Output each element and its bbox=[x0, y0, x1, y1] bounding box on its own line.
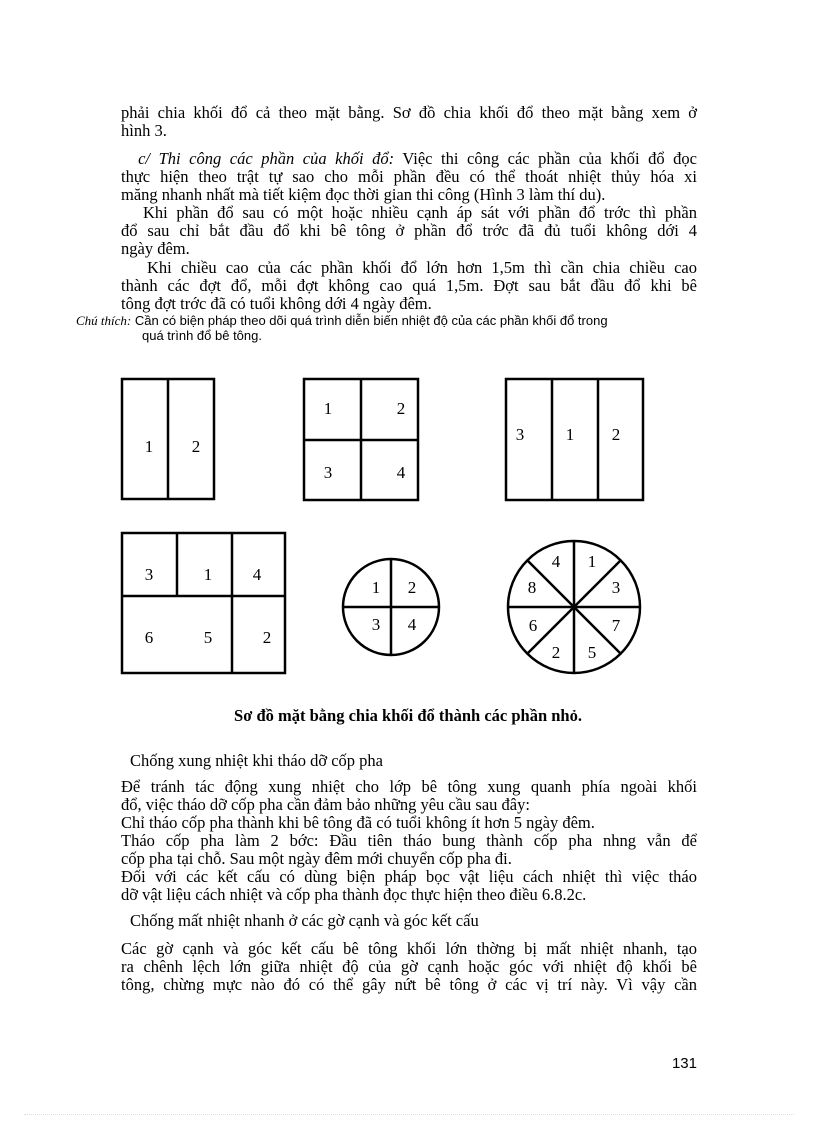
figure-caption: Sơ đồ mặt bằng chia khối đổ thành các phần nhỏ. bbox=[234, 706, 582, 725]
text-line: Tháo cốp pha làm 2 bớc: Đầu tiên tháo bung thành cốp pha nhng vẫn để bbox=[121, 831, 697, 850]
diagram-label: 4 bbox=[551, 552, 561, 571]
text-line: phải chia khối đổ cả theo mặt bằng. Sơ đồ chia khối đổ theo mặt bằng xem ở bbox=[121, 103, 697, 122]
text-line: Khi phần đổ sau có một hoặc nhiều cạnh áp sát với phần đổ trớc thì phần bbox=[143, 203, 697, 222]
diagram-label: 3 bbox=[611, 578, 621, 597]
text-line: tông đợt trớc đã có tuổi không dới 4 ngày đêm. bbox=[121, 294, 432, 313]
text-line: ngày đêm. bbox=[121, 239, 190, 258]
diagram-label: 4 bbox=[396, 463, 406, 482]
diagram-label: 4 bbox=[252, 565, 262, 584]
diagram-label: 2 bbox=[407, 578, 417, 597]
diagram-label: 2 bbox=[262, 628, 272, 647]
section-heading: Chống xung nhiệt khi tháo dỡ cốp pha bbox=[130, 751, 383, 770]
diagram-label: 6 bbox=[528, 616, 538, 635]
text-line: hình 3. bbox=[121, 121, 167, 140]
diagram-label: 2 bbox=[191, 437, 201, 456]
diagram-label: 5 bbox=[587, 643, 597, 662]
text-line: đổ, việc tháo dỡ cốp pha cần đảm bảo những yêu cầu sau đây: bbox=[121, 795, 530, 814]
text-line: đổ sau chỉ bắt đầu đổ khi bê tông ở phần đổ trớc đã đủ tuổi không dới 4 bbox=[121, 221, 697, 240]
diagram-circle-eight bbox=[508, 541, 640, 673]
diagram-label: 2 bbox=[396, 399, 406, 418]
section-label: c/ Thi công các phần của khối đổ: bbox=[138, 149, 395, 168]
diagram-label: 1 bbox=[371, 578, 381, 597]
diagram-label: 7 bbox=[611, 616, 621, 635]
diagram-label: 3 bbox=[323, 463, 333, 482]
diagram-three-parts bbox=[506, 379, 643, 500]
diagram-label: 2 bbox=[611, 425, 621, 444]
text-line: dỡ vật liệu cách nhiệt và cốp pha thành đọc thực hiện theo điều 6.8.2c. bbox=[121, 885, 587, 904]
diagram-label: 1 bbox=[144, 437, 154, 456]
note-label: Chú thích: bbox=[76, 313, 132, 328]
diagram-label: 3 bbox=[515, 425, 525, 444]
text-line: Chỉ tháo cốp pha thành khi bê tông đã có tuổi không ít hơn 5 ngày đêm. bbox=[121, 813, 595, 832]
text-line: Khi chiều cao của các phần khối đổ lớn hơn 1,5m thì cần chia chiều cao bbox=[147, 258, 697, 277]
note-line: Chú thích: Cần có biện pháp theo dõi quá trình diễn biến nhiệt độ của các phần khối đổ trong bbox=[76, 313, 608, 328]
diagram-label: 1 bbox=[323, 399, 333, 418]
text-line: thực hiện theo trật tự sao cho mỗi phần đều có thể thoát nhiệt thủy hóa xi bbox=[121, 167, 697, 186]
section-body bbox=[121, 940, 697, 994]
note-line: quá trình đổ bê tông. bbox=[142, 328, 262, 343]
text-line: tông, chừng mực nào đó có thể gây nứt bê tông ở các vị trí này. Vì vậy cần bbox=[121, 975, 697, 994]
text-line: thành các đợt đổ, mỗi đợt không cao quá 1,5m. Đợt sau bắt đầu đổ khi bê bbox=[121, 276, 697, 295]
section-body bbox=[121, 778, 697, 904]
diagram-label: 2 bbox=[551, 643, 561, 662]
page-number: 131 bbox=[671, 1055, 697, 1072]
section-heading: Chống mất nhiệt nhanh ở các gờ cạnh và góc kết cấu bbox=[130, 911, 479, 930]
text-line: ra chênh lệch lớn giữa nhiệt độ của gờ cạnh hoặc góc với nhiệt độ khối bê bbox=[121, 957, 697, 976]
diagram-label: 4 bbox=[407, 615, 417, 634]
text-line: Để tránh tác động xung nhiệt cho lớp bê tông xung quanh phía ngoài khối bbox=[121, 777, 697, 796]
diagram-label: 3 bbox=[144, 565, 154, 584]
diagram-label: 5 bbox=[203, 628, 213, 647]
diagram-label: 1 bbox=[565, 425, 575, 444]
text-line: măng nhanh nhất mà tiết kiệm đọc thời gian thi công (Hình 3 làm thí du). bbox=[121, 185, 606, 204]
diagram-label: 3 bbox=[371, 615, 381, 634]
diagram-label: 8 bbox=[527, 578, 537, 597]
text-line: cốp pha tại chỗ. Sau một ngày đêm mới chuyển cốp pha đi. bbox=[121, 849, 512, 868]
diagram-label: 1 bbox=[587, 552, 597, 571]
text-line: Đối với các kết cấu có dùng biện pháp bọc vật liệu cách nhiệt thì việc tháo bbox=[121, 867, 697, 886]
diagram-label: 6 bbox=[144, 628, 154, 647]
page-bottom-divider bbox=[24, 1114, 794, 1115]
diagram-label: 1 bbox=[203, 565, 213, 584]
text-line: c/ Thi công các phần của khối đổ: Việc thi công các phần của khối đổ đọc bbox=[138, 149, 698, 168]
text-line: Các gờ cạnh và góc kết cấu bê tông khối lớn thờng bị mất nhiệt nhanh, tạo bbox=[121, 939, 697, 958]
diagram-circle-four bbox=[343, 559, 439, 655]
diagram-six-parts bbox=[122, 533, 285, 673]
